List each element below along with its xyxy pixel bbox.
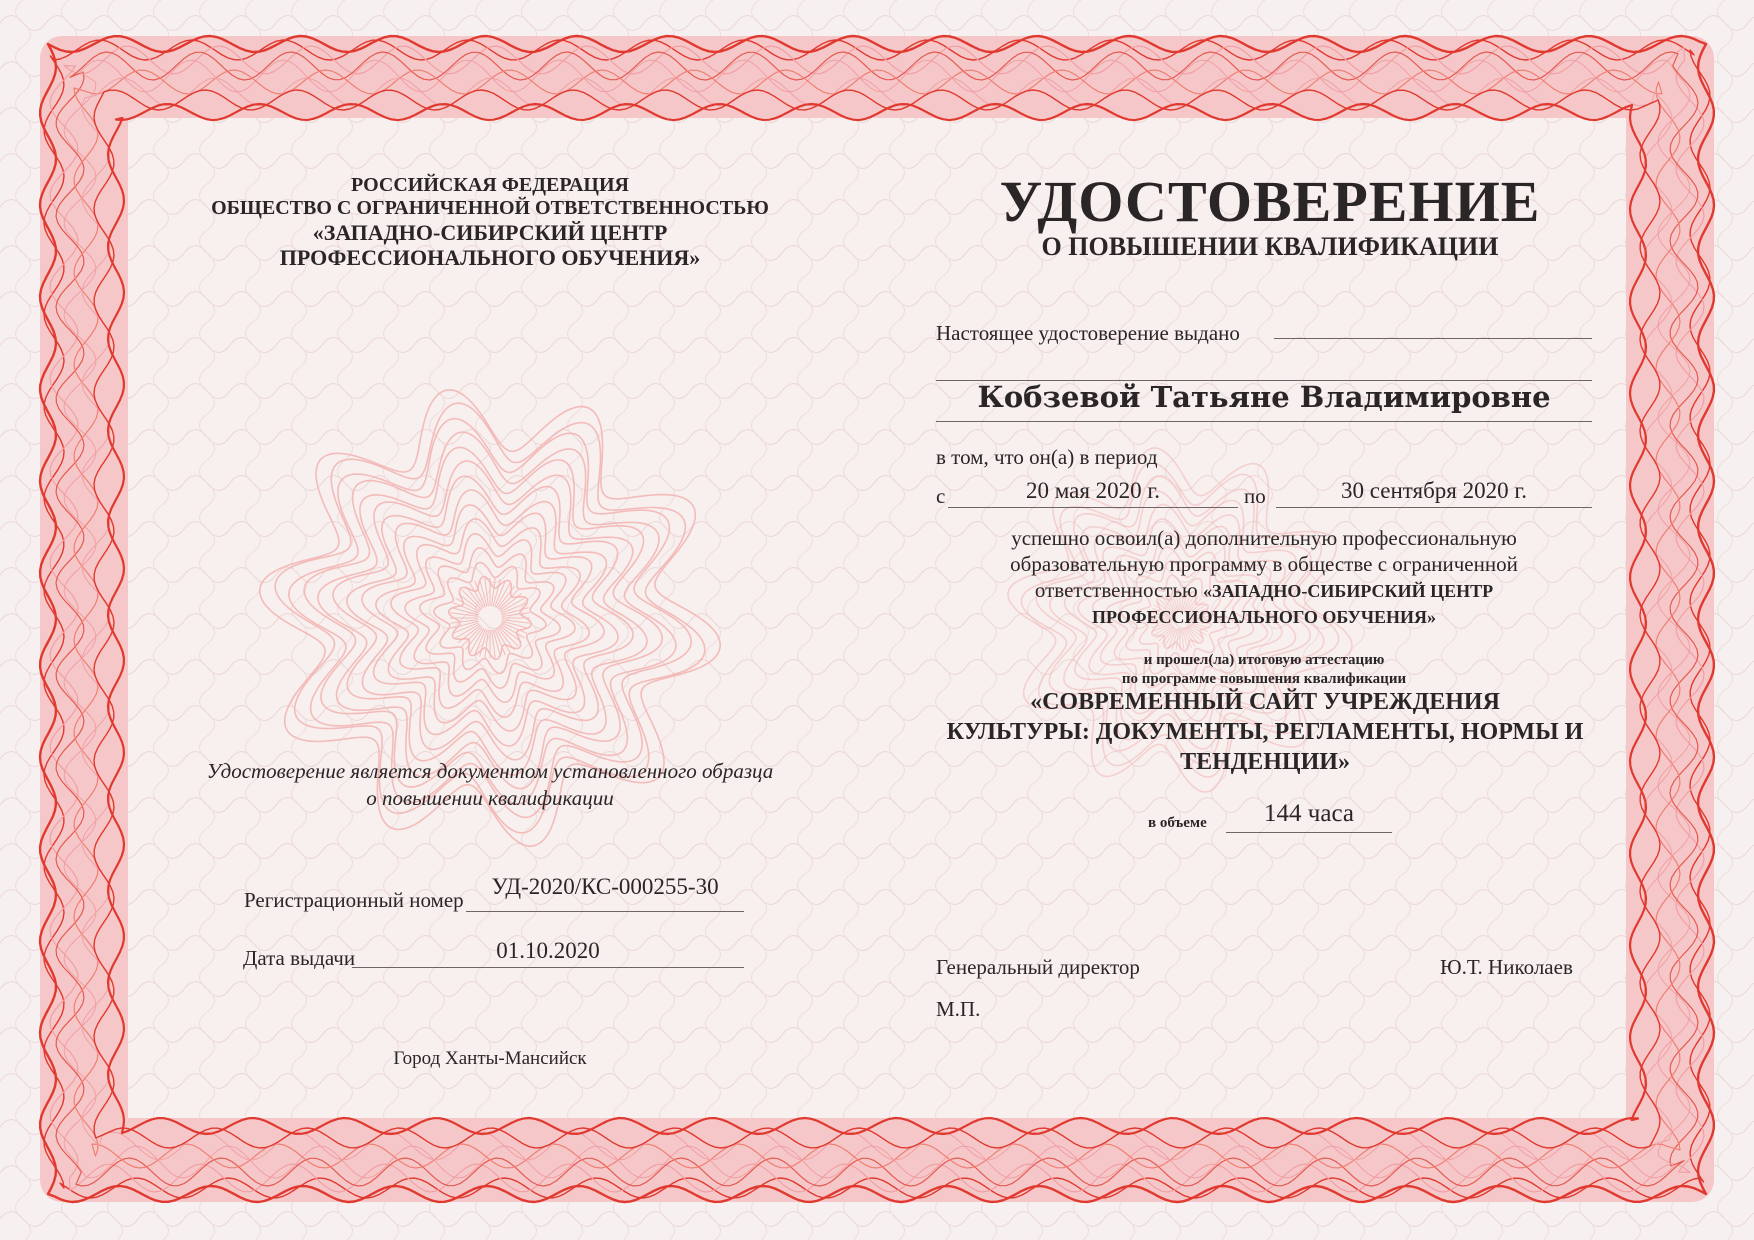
- issue-date-line: [352, 967, 744, 968]
- period-from-line: [948, 507, 1238, 508]
- issue-city: Город Ханты-Мансийск: [393, 1048, 587, 1069]
- certificate-title: УДОСТОВЕРЕНИЕ: [999, 169, 1541, 234]
- period-to-value: 30 сентября 2020 г.: [1341, 478, 1527, 503]
- period-label: в том, что он(а) в период: [936, 445, 1158, 469]
- volume-line: [1226, 832, 1392, 833]
- issuer-name-line2: ПРОФЕССИОНАЛЬНОГО ОБУЧЕНИЯ»: [279, 245, 701, 270]
- issuer-block: [190, 174, 790, 270]
- registration-number-value: УД-2020/КС-000255-30: [491, 874, 719, 899]
- issued-to-line: [1274, 338, 1592, 339]
- issuer-legal-form: ОБЩЕСТВО С ОГРАНИЧЕННОЙ ОТВЕТСТВЕННОСТЬЮ: [211, 197, 769, 219]
- attestation-text: [936, 651, 1592, 689]
- issue-date-value: 01.10.2020: [496, 938, 600, 963]
- issuer-country: РОССИЙСКАЯ ФЕДЕРАЦИЯ: [350, 174, 629, 196]
- volume-value: 144 часа: [1264, 800, 1354, 827]
- completion-line1: успешно освоил(а) дополнительную профессиональную: [1011, 526, 1517, 550]
- attestation-line2: по программе повышения квалификации: [1121, 671, 1407, 687]
- document-note-line2: о повышении квалификации: [366, 786, 614, 810]
- period-to-line: [1276, 507, 1592, 508]
- director-title: Генеральный директор: [936, 955, 1140, 979]
- period-from-label: с: [936, 484, 946, 508]
- issue-date-label: Дата выдачи: [243, 946, 356, 970]
- program-title-line1: «СОВРЕМЕННЫЙ САЙТ УЧРЕЖДЕНИЯ: [1030, 689, 1500, 715]
- stamp-place-label: М.П.: [936, 997, 981, 1021]
- completion-line3-prefix: ответственностью: [1034, 578, 1198, 602]
- registration-number-line: [466, 911, 744, 912]
- document-note-line1: Удостоверение является документом установленного образца: [206, 759, 774, 783]
- period-from-value: 20 мая 2020 г.: [1025, 478, 1161, 503]
- recipient-bottom-line: [936, 421, 1592, 422]
- issued-to-label: Настоящее удостоверение выдано: [936, 321, 1240, 345]
- director-name: Ю.Т. Николаев: [1440, 955, 1573, 979]
- completion-line4-org: ПРОФЕССИОНАЛЬНОГО ОБУЧЕНИЯ»: [1091, 607, 1437, 627]
- certificate-subtitle: О ПОВЫШЕНИИ КВАЛИФИКАЦИИ: [1041, 232, 1499, 261]
- completion-text: [936, 525, 1592, 630]
- program-title-line3: ТЕНДЕНЦИИ»: [1180, 749, 1350, 775]
- attestation-line1: и прошел(ла) итоговую аттестацию: [1143, 652, 1385, 668]
- completion-line3-org: «ЗАПАДНО-СИБИРСКИЙ ЦЕНТР: [1202, 581, 1494, 601]
- completion-line3: [936, 577, 1592, 604]
- program-title: [920, 687, 1610, 777]
- completion-line2: образовательную программу в обществе с ограниченной: [1010, 552, 1518, 576]
- volume-label: в объеме: [1148, 815, 1207, 831]
- issuer-name-line1: «ЗАПАДНО-СИБИРСКИЙ ЦЕНТР: [312, 220, 668, 245]
- document-note: [170, 758, 810, 812]
- recipient-name: Кобзевой Татьяне Владимировне: [977, 380, 1551, 414]
- registration-number-label: Регистрационный номер: [244, 888, 464, 912]
- period-to-label: по: [1244, 484, 1266, 508]
- program-title-line2: КУЛЬТУРЫ: ДОКУМЕНТЫ, РЕГЛАМЕНТЫ, НОРМЫ И: [946, 719, 1584, 745]
